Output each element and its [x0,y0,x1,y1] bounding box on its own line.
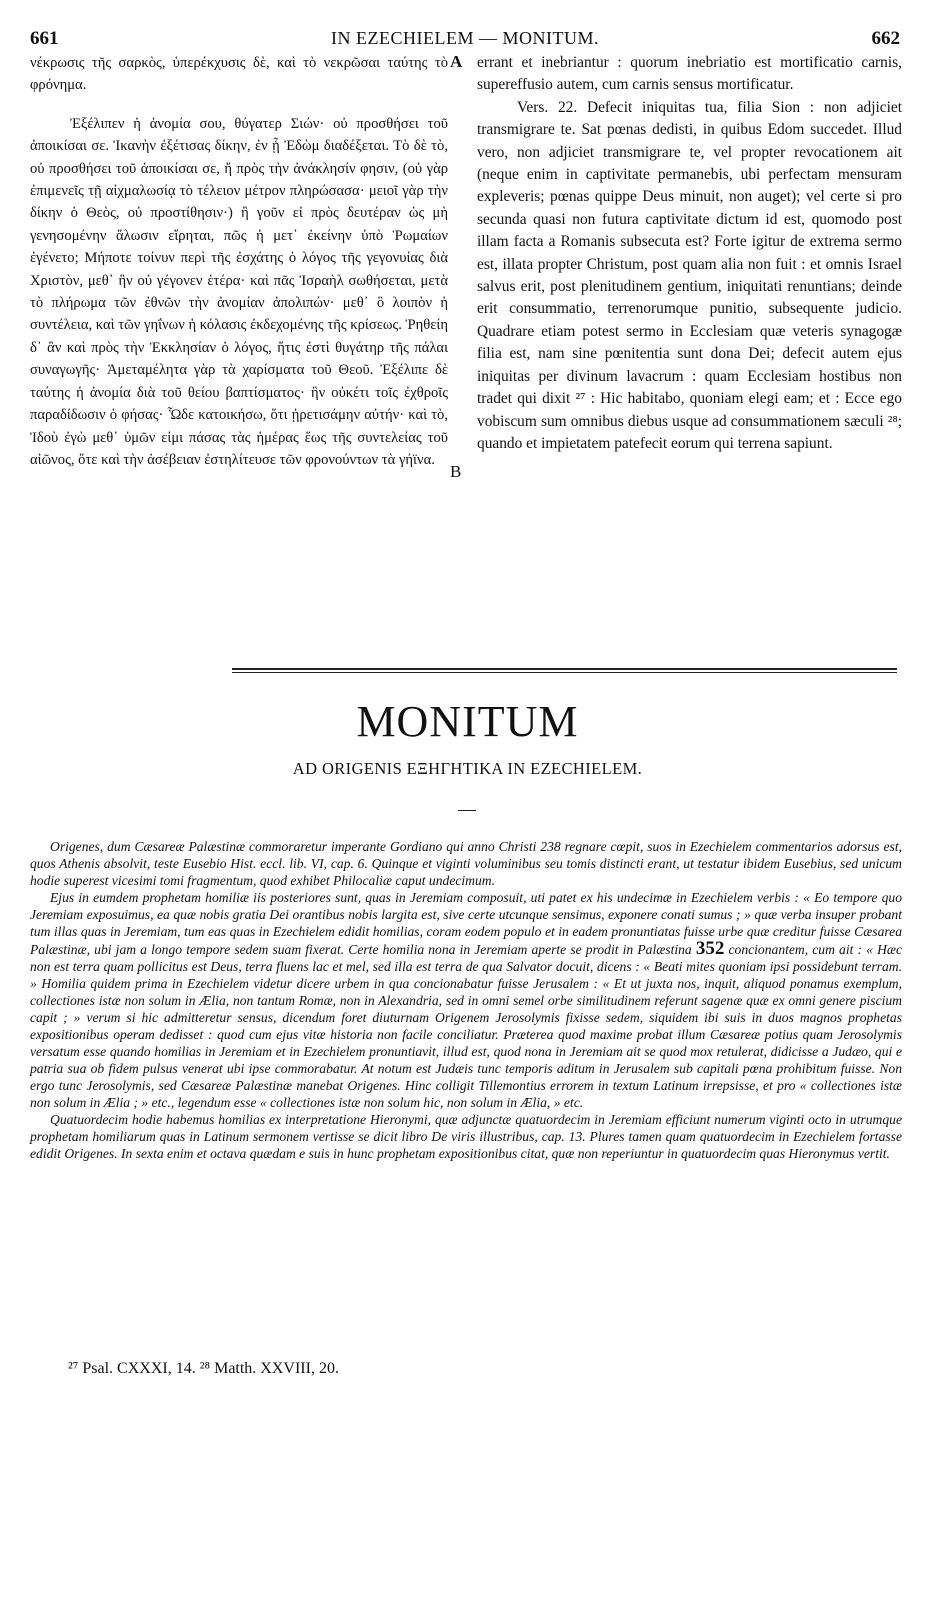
monitum-paragraph-2b: concionantem, cum ait : « Hæc non est terra quam pollicitus est Deus, terra fluens lac et mel, sed illa est terra de qua Salvator docuit, dicens : « Beati mites quoniam ipsi possidebunt terram. » Homilia quidem prima in Ezechielem videtur dicere urbem in qua concionabatur fuisse Jerusalem : « Et ut juxta nos, inquit, aliquod ponamus exemplum, collectiones istæ non solum in Ælia, non tantum Romæ, non in Alexandria, sed in omni semel orbe similitudinem referunt sagenæ quæ ex omni genere piscium capit ; » verum si hic admitteretur sensus, dicendum foret diuturnam Origenem Jerosolymis fixisse sedem, siquidem ibi suis in duos magnos prophetas expositionibus operam dedisset : quod cum ejus vitæ historia non facile conciliatur. Præterea quod maxime probat illum Cæsareæ potius quam Jerosolymis versatum esse quando homilias in Jeremiam et in Ezechielem pronuntiavit, illud est, quod nona in Jeremiam ait se quod mox retulerat, didicisse a Judæo, qui e patria sua ob fidem pulsus venerat ubi ipse commorabatur. At notum est Judæis tunc temporis aditum in Jerusalem sub capitali pœna prohibitum fuisse. Non ergo tunc Jerosolymis, sed Cæsareæ Palæstinæ manebat Origenes. Hinc colligit Tillemontius errorem in textum Latinum irrepsisse, et pro « collectiones istæ non solum in Ælia ; » etc., legendum esse « collectiones istæ non solum hic, non solum in Ælia, » etc. [30,942,902,1110]
margin-letter-b: B [450,462,462,481]
section-rule-thick [232,668,897,670]
monitum-paragraph-1: Origenes, dum Cæsareæ Palæstinæ commoraretur imperante Gordiano qui anno Christi 238 regnare cœpit, suos in Ezechielem commentarios adorsus est, quos Athenis absolvit, teste Eusebio Hist. eccl. lib. VI, cap. 6. Quinque et viginti voluminibus seu tomis distincti erant, ut testatur ibidem Eusebius, sed unicum hodie superest vicesimi tomi fragmentum, quod exhibet Philocaliæ caput undecimum. [30,839,902,888]
latin-paragraph-1: errant et inebriantur : quorum inebriatio est mortificatio carnis, supereffusio autem, cum carnis sensus mortificatur. [477,54,902,94]
page-number-left: 661 [30,28,59,49]
footnotes: ²⁷ Psal. CXXXI, 14. ²⁸ Matth. XXVIII, 20. [68,1360,339,1377]
column-number: 352 [695,938,725,959]
section-rule-thin [232,672,897,673]
section-title: MONITUM [356,697,579,746]
section-subtitle: AD ORIGENIS ΕΞΗΓΗΤΙΚΑ IN EZECHIELEM. [292,759,643,778]
monitum-paragraph-2a: Ejus in eumdem prophetam homiliæ iis posteriores sunt, quas in Jeremiam composuit, uti patet ex his undecimæ in Ezechielem verbis : « Eo tempore quo Jeremiam exposuimus, ea quæ nobis gratia Dei orantibus nobis largita est, sive certe utcunque sensimus, exponere conati sumus ; » quæ verba insuper probant tum illas quas in Jeremiam, tum eas quas in Ezechielem edidit homilias, coram eodem populo et in eadem pronuntiatas fuisse urbe quæ creditur fuisse Cæsarea Palæstinæ, ubi jam a longo tempore sedem suam fixerat. Certe homilia nona in Jeremiam aperte se prodit in Palæstina [30,890,902,957]
running-title: IN EZECHIELEM — MONITUM. [331,28,599,48]
latin-column [477,52,902,455]
greek-paragraph-2: Ἐξέλιπεν ἡ ἀνομία σου, θύγατερ Σιών· οὐ προσθήσει τοῦ ἀποικίσαι σε. Ἱκανὴν ἐξέτισας δίκην, ἐν ᾗ Ἐδὼμ διαδέξεται. Τὸ δὲ τὸ, οὐ προσθήσει τοῦ ἀποικίσαι σε, ἤ πρὸς τὴν ἀνάκλησίν φησιν, (οὐ γὰρ ἐπιμενεῖς τῇ αἰχμαλωσίᾳ τὸ τέλειον μέτρον πληρώσασα· μειοῖ γὰρ τὴν δίκην ὁ Θεὸς, οὐ προστίθησιν·) ἢ γοῦν εἰ πρὸς δευτέραν ὡς μὴ γενησομένην ἅλωσιν εἴρηται, πῶς ἡ μετ᾽ ἐκείνην ὑπὸ Ῥωμαίων ἐγένετο; Μήποτε τοίνυν περὶ τῆς ἐσχάτης ὁ λόγος τῆς γεγονυίας διὰ Χριστὸν, μεθ᾽ ἣν οὐ γέγονεν ἑτέρα· καὶ πᾶς Ἰσραὴλ σωθήσεται, μετὰ τὸ πλήρωμα τῶν ἐθνῶν τὴν ἀνομίαν ἀπολιπών· μεθ᾽ ὃ λοιπὸν ἡ συντέλεια, καὶ τῶν γηΐνων ἡ κόλασις ἐκδεχομένης τῆς κρίσεως. Ῥηθείη δ᾽ ἂν καὶ πρὸς τὴν Ἐκκλησίαν ὁ λόγος, ἥτις ἐστὶ θυγάτηρ τῆς πάλαι συναγωγῆς· Ἀμεταμέλητα γὰρ τὰ χαρίσματα τοῦ Θεοῦ. Ἐξέλιπε δὲ ταύτης ἡ ἀνομία διὰ τοῦ θείου βαπτίσματος· ἣν οὐκέτι τοῖς ἐχθροῖς παραδίδωσιν ὁ φήσας· Ὧδε κατοικήσω, ὅτι ᾑρετισάμην αὐτήν· καὶ τὸ, Ἰδοὺ ἐγὼ μεθ᾽ ὑμῶν εἰμι πάσας τὰς ἡμέρας ἕως τῆς συντελείας τοῦ αἰῶνος, ὅτε καὶ τὴν ἀσέβειαν ἐστηλίτευσε τῶν φρονούντων τὰ γήϊνα. [30,115,448,468]
greek-paragraph-1: νέκρωσις τῆς σαρκὸς, ὑπερέκχυσις δὲ, καὶ τὸ νεκρῶσαι ταύτης τὸ φρόνημα. [30,55,448,94]
latin-paragraph-2: Vers. 22. Defecit iniquitas tua, filia Sion : non adjiciet transmigrare te. Sat pœnas dedisti, in quibus Edom succedet. Illud vero, non adjiciet transmigrare te, vel propter revocationem ait (neque enim in captivitate permanebis, ubi perfectam mensuram expleveris; pœnas quippe Deus minuit, non auget); vel certe si pro secunda quasi non futura captivitate dictum id est, quomodo post illam facta a Romanis subsecuta est? Forte igitur de extrema sermo est, illata propter Christum, post quam alia non fuit : et omnis Israel salvus erit, post plenitudinem gentium, iniquitati renuntians; deinde erit consummatio, terrenorumque punitio, subsequente judicio. Quadrare etiam potest sermo in Ecclesiam quæ veteris synagogæ filia est, nam sine pœnitentia sunt dona Dei; defecit autem ejus iniquitas per divinum lavacrum : quam Ecclesiam hostibus non tradet qui dixit ²⁷ : Hic habitabo, quoniam elegi eam; et : Ecce ego vobiscum sum omnibus diebus usque ad consummationem sæculi ²⁸; quando et impietatem patefecit eorum qui terrena sapiunt. [477,98,902,452]
page-number-right: 662 [871,28,900,49]
page-header [30,28,900,52]
margin-letter-a: A [450,52,463,71]
paragraph-gap [30,97,448,113]
monitum-body [30,838,902,1162]
title-dash [458,810,476,811]
monitum-paragraph-3: Quatuordecim hodie habemus homilias ex interpretatione Hieronymi, quæ adjunctæ quatuordecim in Jeremiam efficiunt numerum viginti octo in utrumque prophetam homiliarum quas in Latinum sermonem vertisse se dicit libro De viris illustribus, cap. 13. Plures tamen quam quatuordecim in Ezechielem fortasse edidit Origenes. In sexta enim et octava quædam e suis in hunc prophetam expositionibus citat, quæ non reperiuntur in quatuordecim quas Hieronymus vertit. [30,1112,902,1161]
monitum-paragraph-2 [30,889,902,1111]
greek-column [30,52,448,471]
